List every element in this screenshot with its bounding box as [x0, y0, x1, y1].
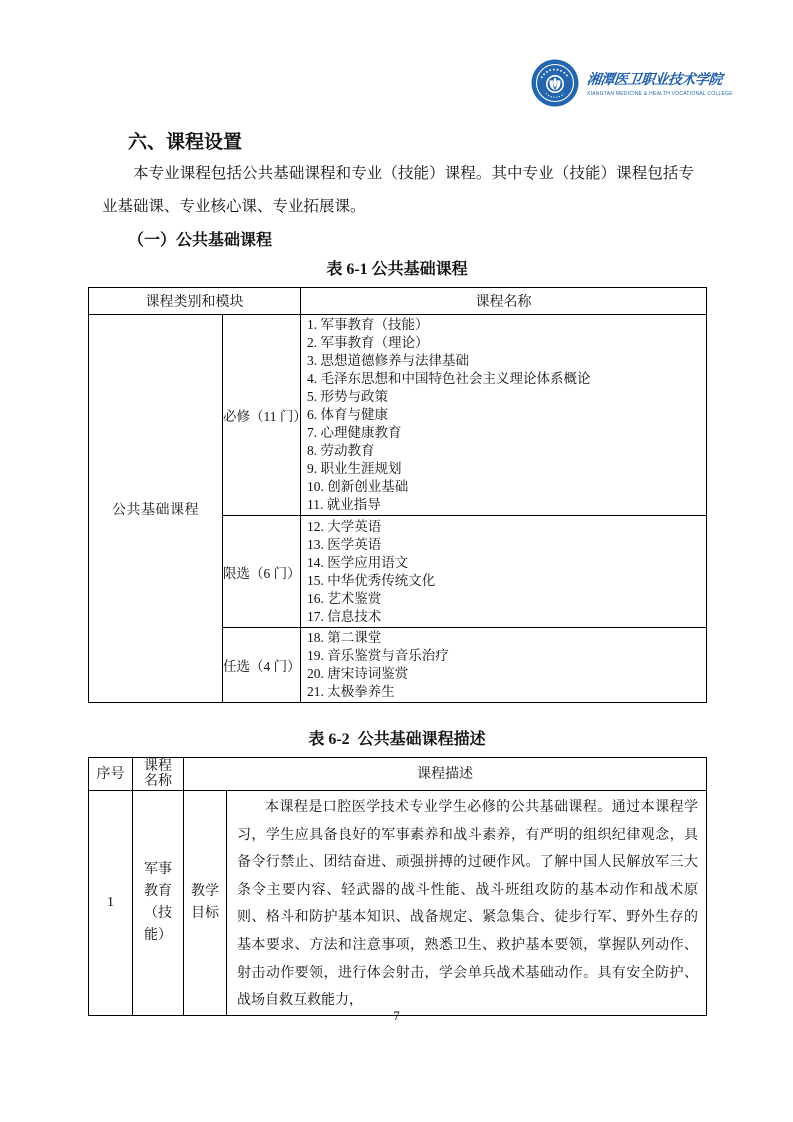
college-logo — [531, 59, 733, 107]
table1-header-row — [89, 288, 707, 315]
course-item: 18. 第二课堂 — [307, 630, 382, 645]
table1-row-required — [89, 315, 707, 516]
table2-header-row — [89, 758, 707, 791]
table1-header-course-name: 课程名称 — [301, 288, 707, 315]
college-emblem-icon — [531, 59, 579, 107]
course-item: 1. 军事教育（技能） — [307, 317, 429, 332]
course-item: 5. 形势与政策 — [307, 389, 388, 404]
page-number: 7 — [393, 1008, 400, 1023]
course-item: 12. 大学英语 — [307, 518, 382, 534]
course-item: 8. 劳动教育 — [307, 443, 375, 458]
course-item: 14. 医学应用语文 — [307, 554, 409, 570]
table2-header-course: 课程名称 — [133, 758, 184, 791]
course-item: 15. 中华优秀传统文化 — [307, 572, 436, 588]
table1-courses-required — [301, 315, 707, 516]
table1-courses-free — [301, 628, 707, 703]
course-item: 20. 唐宋诗词鉴赏 — [307, 666, 409, 681]
table1-courses-limited — [301, 516, 707, 628]
table2-header-index: 序号 — [89, 758, 133, 791]
college-name-en: XIANGTAN MEDICINE & HEALTH VOCATIONAL COLLEGE — [587, 91, 733, 97]
table2-aspect-cell: 教学目标 — [184, 791, 227, 1016]
table2-row — [89, 791, 707, 1016]
table2-course-name-cell: 军事教育（技能） — [133, 791, 184, 1016]
table-course-descriptions — [88, 757, 707, 1016]
college-logo-text — [587, 69, 733, 97]
intro-paragraph: 本专业课程包括公共基础课程和专业（技能）课程。其中专业（技能）课程包括专业基础课、专业核心课、专业拓展课。 — [102, 165, 694, 215]
course-item: 17. 信息技术 — [307, 608, 382, 624]
table1-category-cell: 公共基础课程 — [89, 315, 223, 703]
table1-caption: 表 6-1 公共基础课程 — [326, 261, 468, 278]
course-item: 13. 医学英语 — [307, 536, 382, 552]
course-item: 11. 就业指导 — [307, 497, 381, 512]
course-item: 19. 音乐鉴赏与音乐治疗 — [307, 648, 449, 663]
course-item: 10. 创新创业基础 — [307, 479, 409, 494]
course-description-text: 本课程是口腔医学技术专业学生必修的公共基础课程。通过本课程学习，学生应具备良好的军事素养和战斗素养，有严明的组织纪律观念，具备令行禁止、团结奋进、顽强拼搏的过硬作风。了解中国人民解放军三大条令主要内容、轻武器的战斗性能、战斗班组攻防的基本动作和战术原则、格斗和防护基本知识、战备规定、紧急集合、徒步行军、野外生存的基本要求、方法和注意事项，熟悉卫生、救护基本要领，掌握队列动作、射击动作要领，进行体会射击，学会单兵战术基础动作。具有安全防护、战场自救互救能力， — [237, 800, 698, 1009]
table1-module-limited: 限选（6 门） — [223, 516, 301, 628]
table-public-basic-courses — [88, 287, 707, 703]
table1-module-free: 任选（4 门） — [223, 628, 301, 703]
course-item: 3. 思想道德修养与法律基础 — [307, 353, 469, 368]
course-item: 2. 军事教育（理论） — [307, 335, 429, 350]
table2-index-cell: 1 — [89, 791, 133, 1016]
course-item: 4. 毛泽东思想和中国特色社会主义理论体系概论 — [307, 371, 591, 386]
subsection-heading: （一）公共基础课程 — [128, 232, 273, 249]
course-item: 6. 体育与健康 — [307, 407, 388, 422]
table1-module-required: 必修（11 门） — [223, 315, 301, 516]
course-item: 21. 太极拳养生 — [307, 684, 395, 699]
course-item: 9. 职业生涯规划 — [307, 461, 402, 476]
course-item: 16. 艺术鉴赏 — [307, 590, 382, 606]
college-name-zh: 湘潭医卫职业技术学院 — [586, 73, 723, 88]
table2-caption: 表 6-2 公共基础课程描述 — [308, 731, 486, 748]
table1-header-category: 课程类别和模块 — [89, 288, 301, 315]
table2-header-description: 课程描述 — [184, 758, 707, 791]
table2-description-cell — [227, 791, 707, 1016]
section-heading: 六、课程设置 — [128, 132, 243, 153]
course-item: 7. 心理健康教育 — [307, 425, 402, 440]
